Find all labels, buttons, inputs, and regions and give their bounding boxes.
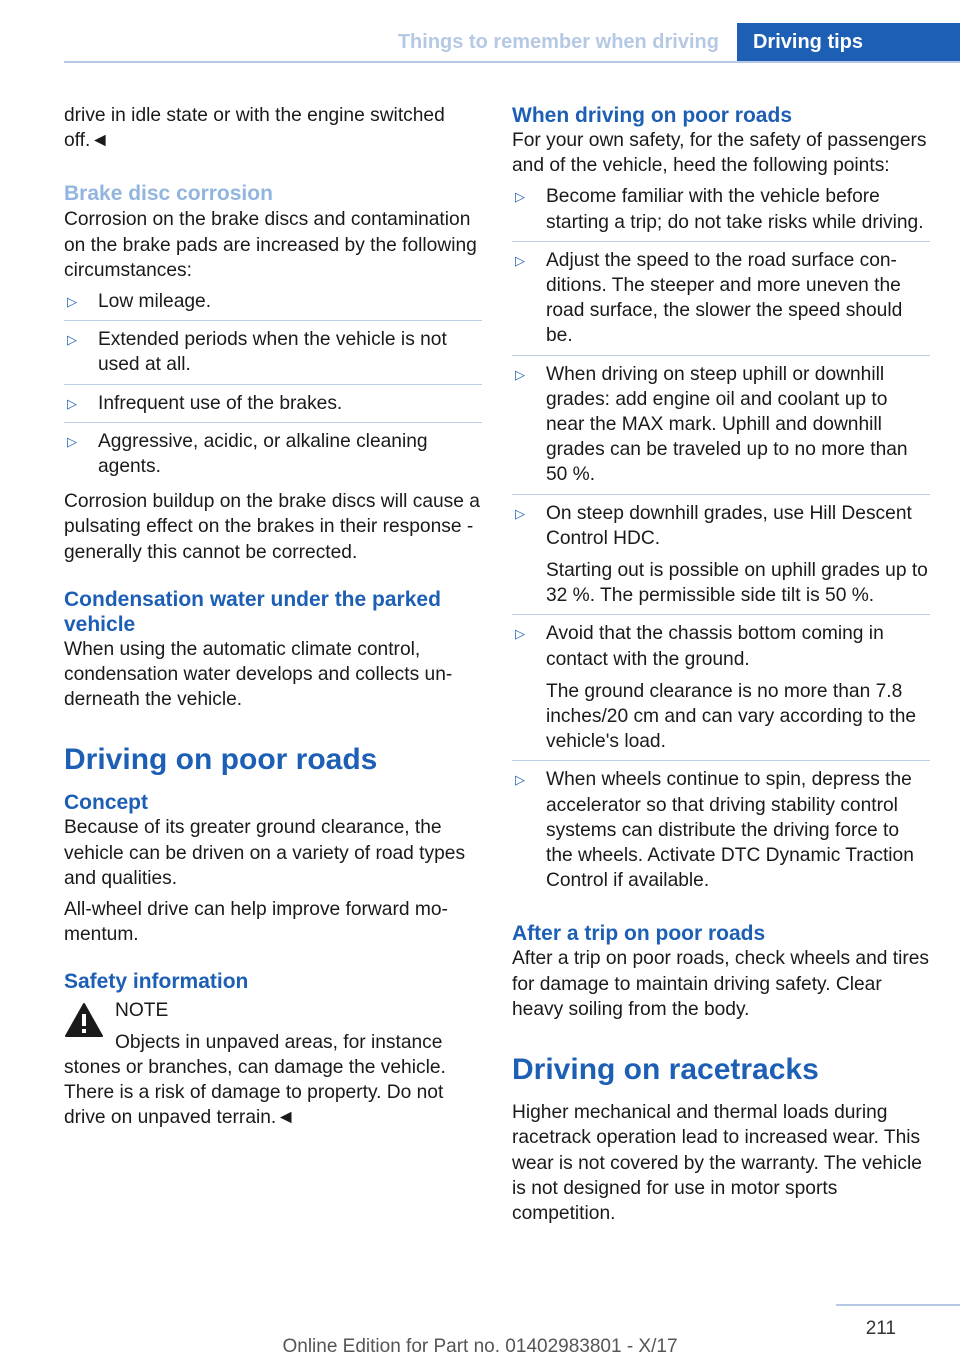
brake-outro: Corrosion buildup on the brake discs will cause a pulsating effect on the brakes in their response - generally this cannot be corrected.	[64, 491, 480, 563]
list-item-text: When wheels continue to spin, depress the accelerator so that driving stability control systems can distribute the driving force to the wheels. Activate DTC Dynamic Traction Control if available.	[546, 769, 914, 892]
list-item-subtext: The ground clearance is no more than 7.8 inches/20 cm and can vary according to the vehicle's load.	[546, 680, 917, 753]
header-chapter-tab: Driving tips	[737, 23, 960, 61]
note-body	[64, 1030, 482, 1131]
footer-rule	[836, 1304, 960, 1306]
triangle-right-icon: ▷	[67, 332, 77, 348]
condensation-heading: Condensation water under the parked vehicle	[64, 587, 441, 636]
list-item	[64, 429, 482, 485]
after-trip-heading: After a trip on poor roads	[512, 922, 766, 946]
list-item-text: Extended periods when the vehicle is not used at all.	[98, 329, 447, 376]
list-item-text: Become familiar with the vehicle before starting a trip; do not take risks while driving.	[546, 186, 924, 233]
triangle-right-icon: ▷	[515, 505, 525, 521]
list-item	[512, 184, 930, 241]
when-driving-intro: For your own safety, for the safety of passengers and of the vehicle, heed the following points:	[512, 130, 927, 177]
when-driving-heading: When driving on poor roads	[512, 104, 792, 127]
header-section-title: Things to remember when driving	[397, 31, 719, 53]
list-item-text: Adjust the speed to the road surface conditions. The steeper and more uneven the road surface, the slower the speed should be.	[546, 249, 903, 347]
page-number: 211	[865, 1318, 896, 1339]
poor-roads-list	[512, 184, 930, 899]
triangle-right-icon: ▷	[67, 395, 77, 411]
list-item-text: Avoid that the chassis bottom coming in contact with the ground.	[546, 623, 884, 670]
triangle-right-icon: ▷	[515, 772, 525, 788]
brake-intro: Corrosion on the brake discs and contamination on the brake pads are increased by the following circumstances:	[64, 209, 477, 281]
note-text: Objects in unpaved areas, for instance stones or branches, can damage the vehicle. There is a risk of damage to property. Do not drive on unpaved terrain.◄	[64, 1031, 446, 1129]
concept-heading: Concept	[64, 791, 148, 815]
triangle-right-icon: ▷	[515, 252, 525, 268]
triangle-right-icon: ▷	[67, 294, 77, 310]
triangle-right-icon: ▷	[515, 366, 525, 382]
page-header	[398, 23, 960, 61]
poor-roads-heading: Driving on poor roads	[64, 743, 378, 777]
left-column	[64, 103, 482, 1136]
triangle-right-icon: ▷	[515, 626, 525, 642]
list-item-text: When driving on steep uphill or downhill grades: add engine oil and coolant up to near the MAX mark. Uphill and downhill grades can be traveled up to no more than 50 %.	[546, 363, 908, 486]
safety-heading: Safety information	[64, 970, 249, 994]
list-item	[512, 501, 930, 616]
list-item-subtext: Starting out is possible on uphill grades up to 32 %. The permissible side tilt is 50 %.	[546, 560, 928, 607]
list-item	[512, 362, 930, 495]
racetracks-heading: Driving on racetracks	[512, 1053, 819, 1087]
right-column	[512, 103, 930, 1232]
racetracks-text: Higher mechanical and thermal loads during racetrack operation lead to increased wear. This wear is not covered by the warranty. The vehicle is not designed for use in motor sports competition.	[512, 1102, 922, 1224]
condensation-text: When using the automatic climate control, condensation water develops and collects underneath the vehicle.	[64, 638, 453, 711]
list-item-text: Low mileage.	[98, 291, 212, 313]
brake-heading: Brake disc corrosion	[64, 182, 273, 206]
header-rule	[64, 61, 960, 63]
concept-paragraph-2: All-wheel drive can help improve forward momentum.	[64, 899, 448, 946]
list-item	[512, 248, 930, 356]
warning-icon	[64, 1002, 104, 1038]
edition-footer: Online Edition for Part no. 01402983801 - X/17	[282, 1336, 678, 1357]
after-trip-text: After a trip on poor roads, check wheels and tires for damage to maintain driving safety. Clear heavy soiling from the body.	[512, 948, 930, 1020]
triangle-right-icon: ▷	[515, 189, 525, 205]
list-item-text: Infrequent use of the brakes.	[98, 392, 343, 414]
concept-paragraph-1: Because of its greater ground clearance, the vehicle can be driven on a variety of road types and qualities.	[64, 817, 466, 889]
triangle-right-icon: ▷	[67, 433, 77, 449]
intro-text: drive in idle state or with the engine switched off.◄	[64, 105, 445, 152]
safety-note	[64, 998, 482, 1130]
list-item-text: On steep downhill grades, use Hill Descent Control HDC.	[546, 502, 912, 549]
list-item	[64, 391, 482, 423]
list-item	[64, 289, 482, 321]
list-item	[64, 327, 482, 384]
note-label: NOTE	[115, 1000, 169, 1022]
brake-list	[64, 289, 482, 485]
list-item	[512, 767, 930, 899]
list-item	[512, 621, 930, 761]
list-item-text: Aggressive, acidic, or alkaline cleaning agents.	[98, 430, 428, 478]
